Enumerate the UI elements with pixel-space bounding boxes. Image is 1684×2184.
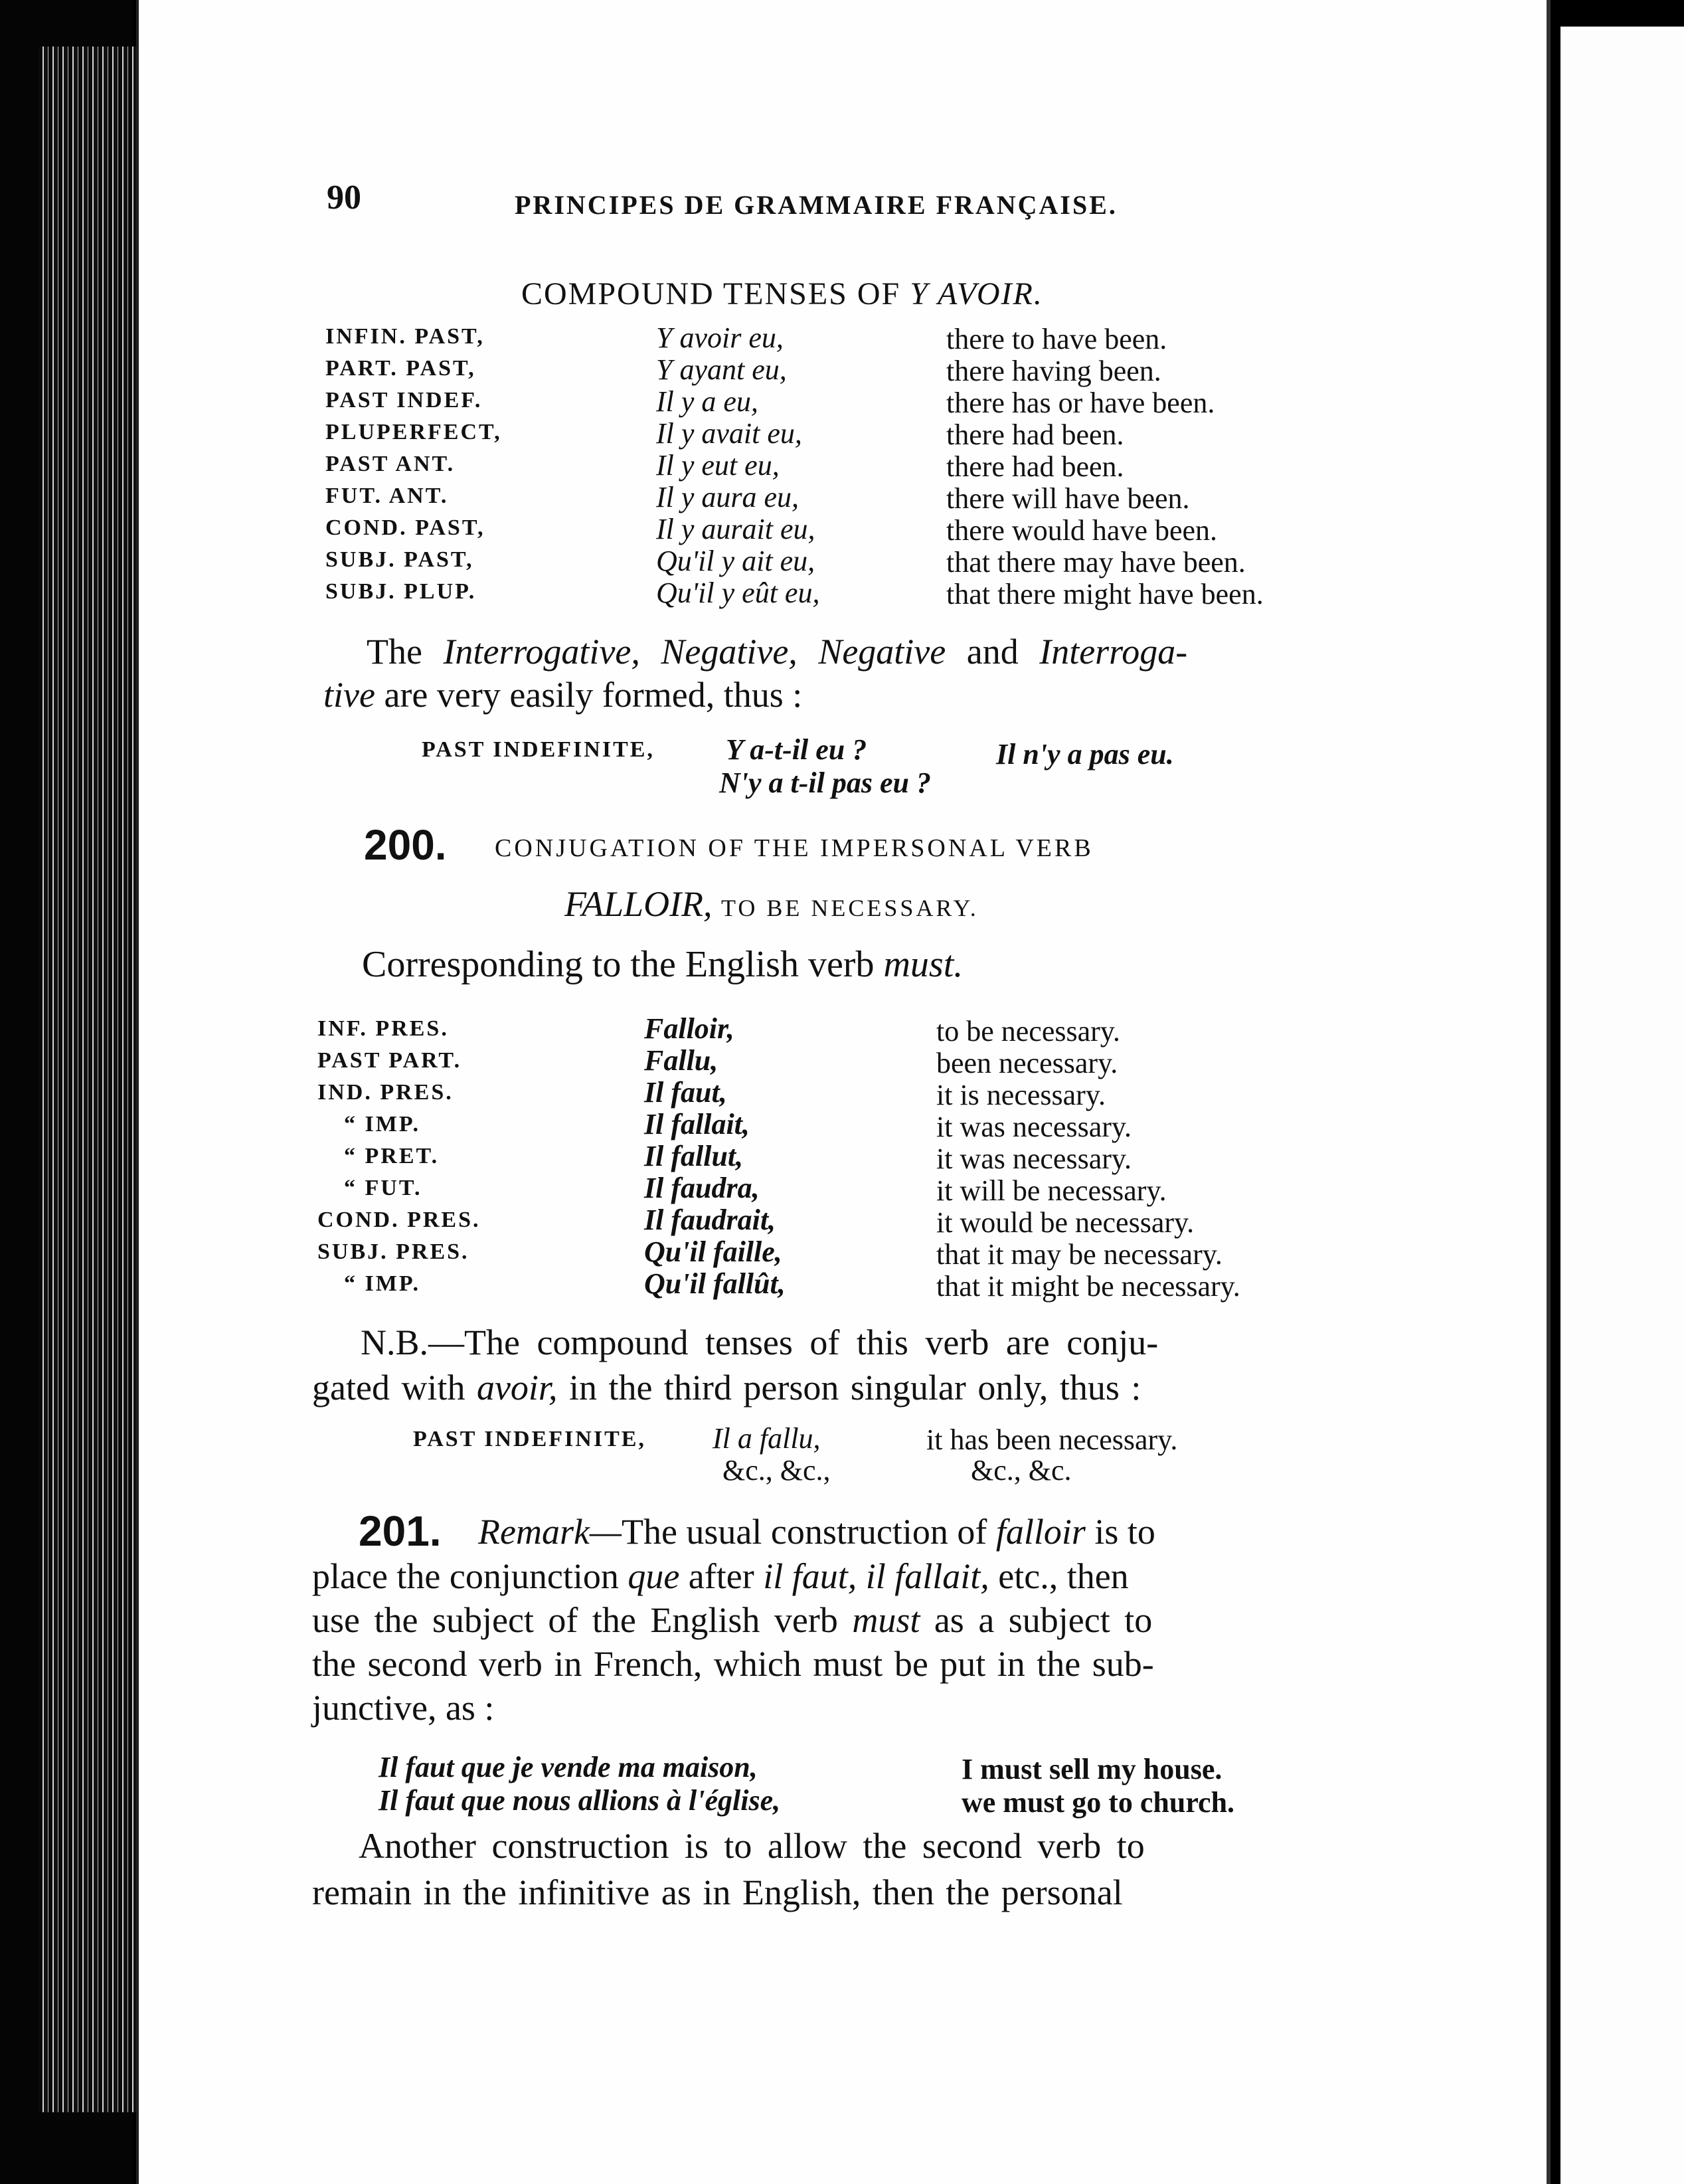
french-form: Il y eut eu, (656, 449, 780, 482)
example-label: PAST INDEFINITE, (422, 737, 655, 762)
tense-label: “ IMP. (344, 1271, 420, 1296)
remark-line-4: the second verb in French, which must be put in the sub- (312, 1644, 1154, 1684)
remark-line-5: junctive, as : (312, 1688, 495, 1728)
word-italic: tive (323, 675, 375, 715)
english-gloss: there will have been. (946, 482, 1190, 515)
verb-heading (564, 883, 979, 925)
example-french: Il faut que je vende ma maison, (379, 1751, 758, 1783)
text: as a subject to (934, 1600, 1153, 1640)
remark-line-1 (478, 1511, 1155, 1552)
text: place the conjunction (312, 1556, 619, 1596)
english-gloss: there has or have been. (946, 387, 1215, 419)
text: use the subject of the English verb (312, 1600, 838, 1640)
page-edges (39, 46, 138, 2112)
tense-label: IND. PRES. (317, 1080, 454, 1105)
french-form: Y avoir eu, (656, 321, 784, 354)
english-gloss: there had been. (946, 450, 1124, 483)
text-italic: falloir (995, 1512, 1086, 1552)
nb-line-1: N.B.—The compound tenses of this verb are conju- (361, 1322, 1159, 1362)
subtitle (362, 943, 963, 986)
word-italic: Interroga- (1039, 632, 1188, 672)
subtitle-text: Corresponding to the English verb (362, 944, 875, 985)
tense-label: SUBJ. PAST, (325, 547, 474, 572)
english-gloss: it will be necessary. (936, 1174, 1167, 1207)
text: in the third person singular only, thus : (568, 1368, 1141, 1408)
english-gloss: that it may be necessary. (936, 1238, 1222, 1271)
english-gloss: it was necessary. (936, 1111, 1132, 1143)
word-italic: Negative (818, 632, 946, 672)
text: is to (1094, 1512, 1155, 1552)
tense-label: PLUPERFECT, (325, 420, 502, 444)
paragraph-line (367, 631, 1187, 672)
section-number: 200. (364, 821, 447, 869)
tense-label: PAST ANT. (325, 452, 456, 476)
word: are very easily formed, thus : (384, 675, 803, 715)
word-italic: Interrogative, (443, 632, 640, 672)
paragraph-line (323, 674, 802, 715)
tense-label: SUBJ. PRES. (317, 1239, 469, 1264)
word-italic: Negative, (661, 632, 798, 672)
english-gloss: to be necessary. (936, 1015, 1120, 1047)
tense-label: INFIN. PAST, (325, 324, 485, 349)
etc-english: &c., &c. (971, 1454, 1072, 1487)
example-english: it has been necessary. (926, 1423, 1178, 1456)
tense-label: FUT. ANT. (325, 484, 449, 508)
text: gated with (312, 1368, 465, 1408)
word: The (367, 632, 422, 672)
text-italic: avoir, (476, 1368, 558, 1408)
french-form: Qu'il faille, (644, 1235, 782, 1268)
french-form: Il y aura eu, (656, 481, 800, 513)
verb-name: FALLOIR, (564, 884, 713, 924)
french-form: Fallu, (644, 1044, 718, 1077)
tense-label: “ FUT. (344, 1176, 422, 1200)
example-french: Il faut que nous allions à l'église, (379, 1784, 781, 1817)
section-title: CONJUGATION OF THE IMPERSONAL VERB (495, 834, 1094, 862)
example-french: Il a fallu, (713, 1422, 821, 1455)
tense-label: “ PRET. (344, 1144, 440, 1168)
example-english: I must sell my house. (962, 1753, 1222, 1785)
english-gloss: that there may have been. (946, 546, 1246, 579)
text: etc., then (998, 1556, 1129, 1596)
tense-label: PAST INDEF. (325, 388, 483, 412)
text-italic: il faut, il fallait, (763, 1556, 989, 1596)
example-label: PAST INDEFINITE, (413, 1427, 646, 1451)
english-gloss: there would have been. (946, 514, 1218, 547)
heading-verb: Y AVOIR. (910, 276, 1043, 312)
english-gloss: there had been. (946, 418, 1124, 451)
section-heading (521, 276, 1043, 312)
french-form: Y ayant eu, (656, 353, 787, 386)
english-gloss: been necessary. (936, 1047, 1118, 1079)
english-gloss: that there might have been. (946, 578, 1264, 610)
tense-label: COND. PRES. (317, 1208, 481, 1232)
subtitle-word: must. (883, 944, 964, 985)
tense-label: SUBJ. PLUP. (325, 579, 477, 604)
english-gloss: that it might be necessary. (936, 1270, 1240, 1303)
example-negative: Il n'y a pas eu. (996, 738, 1174, 771)
tense-label: PART. PAST, (325, 356, 476, 381)
running-title: PRINCIPES DE GRAMMAIRE FRANÇAISE. (515, 190, 1118, 220)
section-number: 201. (359, 1507, 442, 1555)
french-form: Falloir, (644, 1012, 734, 1045)
french-form: Il y avait eu, (656, 417, 802, 450)
tense-label: PAST PART. (317, 1048, 462, 1073)
remark-line-7: remain in the infinitive as in English, then the personal (312, 1872, 1123, 1912)
french-form: Il faut, (644, 1076, 727, 1109)
tense-label: COND. PAST, (325, 515, 485, 540)
remark-line-2 (312, 1556, 1129, 1597)
text-italic: Remark— (478, 1512, 622, 1552)
french-form: Qu'il y eût eu, (656, 577, 820, 609)
example-negative-question: N'y a t-il pas eu ? (719, 767, 931, 799)
heading-prefix: COMPOUND TENSES OF (521, 276, 901, 312)
tense-label: “ IMP. (344, 1112, 420, 1137)
text: after (688, 1556, 754, 1596)
french-form: Il fallait, (644, 1108, 750, 1140)
remark-line-6: Another construction is to allow the second verb to (359, 1826, 1145, 1866)
text-italic: que (628, 1556, 680, 1596)
word: and (966, 632, 1019, 672)
french-form: Il faudrait, (644, 1204, 776, 1236)
french-form: Il y a eu, (656, 385, 758, 418)
text: The usual construction of (621, 1512, 987, 1552)
french-form: Qu'il fallût, (644, 1267, 786, 1300)
remark-line-3 (312, 1599, 1152, 1641)
example-question: Y a-t-il eu ? (726, 733, 867, 766)
french-form: Il y aurait eu, (656, 513, 815, 545)
etc-french: &c., &c., (722, 1454, 831, 1487)
english-gloss: it was necessary. (936, 1142, 1132, 1175)
page-number: 90 (327, 179, 361, 217)
example-english: we must go to church. (962, 1786, 1235, 1819)
english-gloss: it would be necessary. (936, 1206, 1195, 1239)
text-italic: must (852, 1600, 920, 1640)
tense-label: INF. PRES. (317, 1016, 449, 1041)
french-form: Qu'il y ait eu, (656, 545, 815, 577)
verb-gloss: TO BE NECESSARY. (721, 895, 979, 921)
facing-page (1560, 27, 1684, 2184)
nb-line-2 (312, 1367, 1141, 1408)
french-form: Il fallut, (644, 1140, 744, 1172)
english-gloss: there having been. (946, 355, 1161, 387)
english-gloss: there to have been. (946, 323, 1167, 355)
page-divider (1551, 0, 1560, 2184)
french-form: Il faudra, (644, 1172, 760, 1204)
english-gloss: it is necessary. (936, 1079, 1106, 1111)
